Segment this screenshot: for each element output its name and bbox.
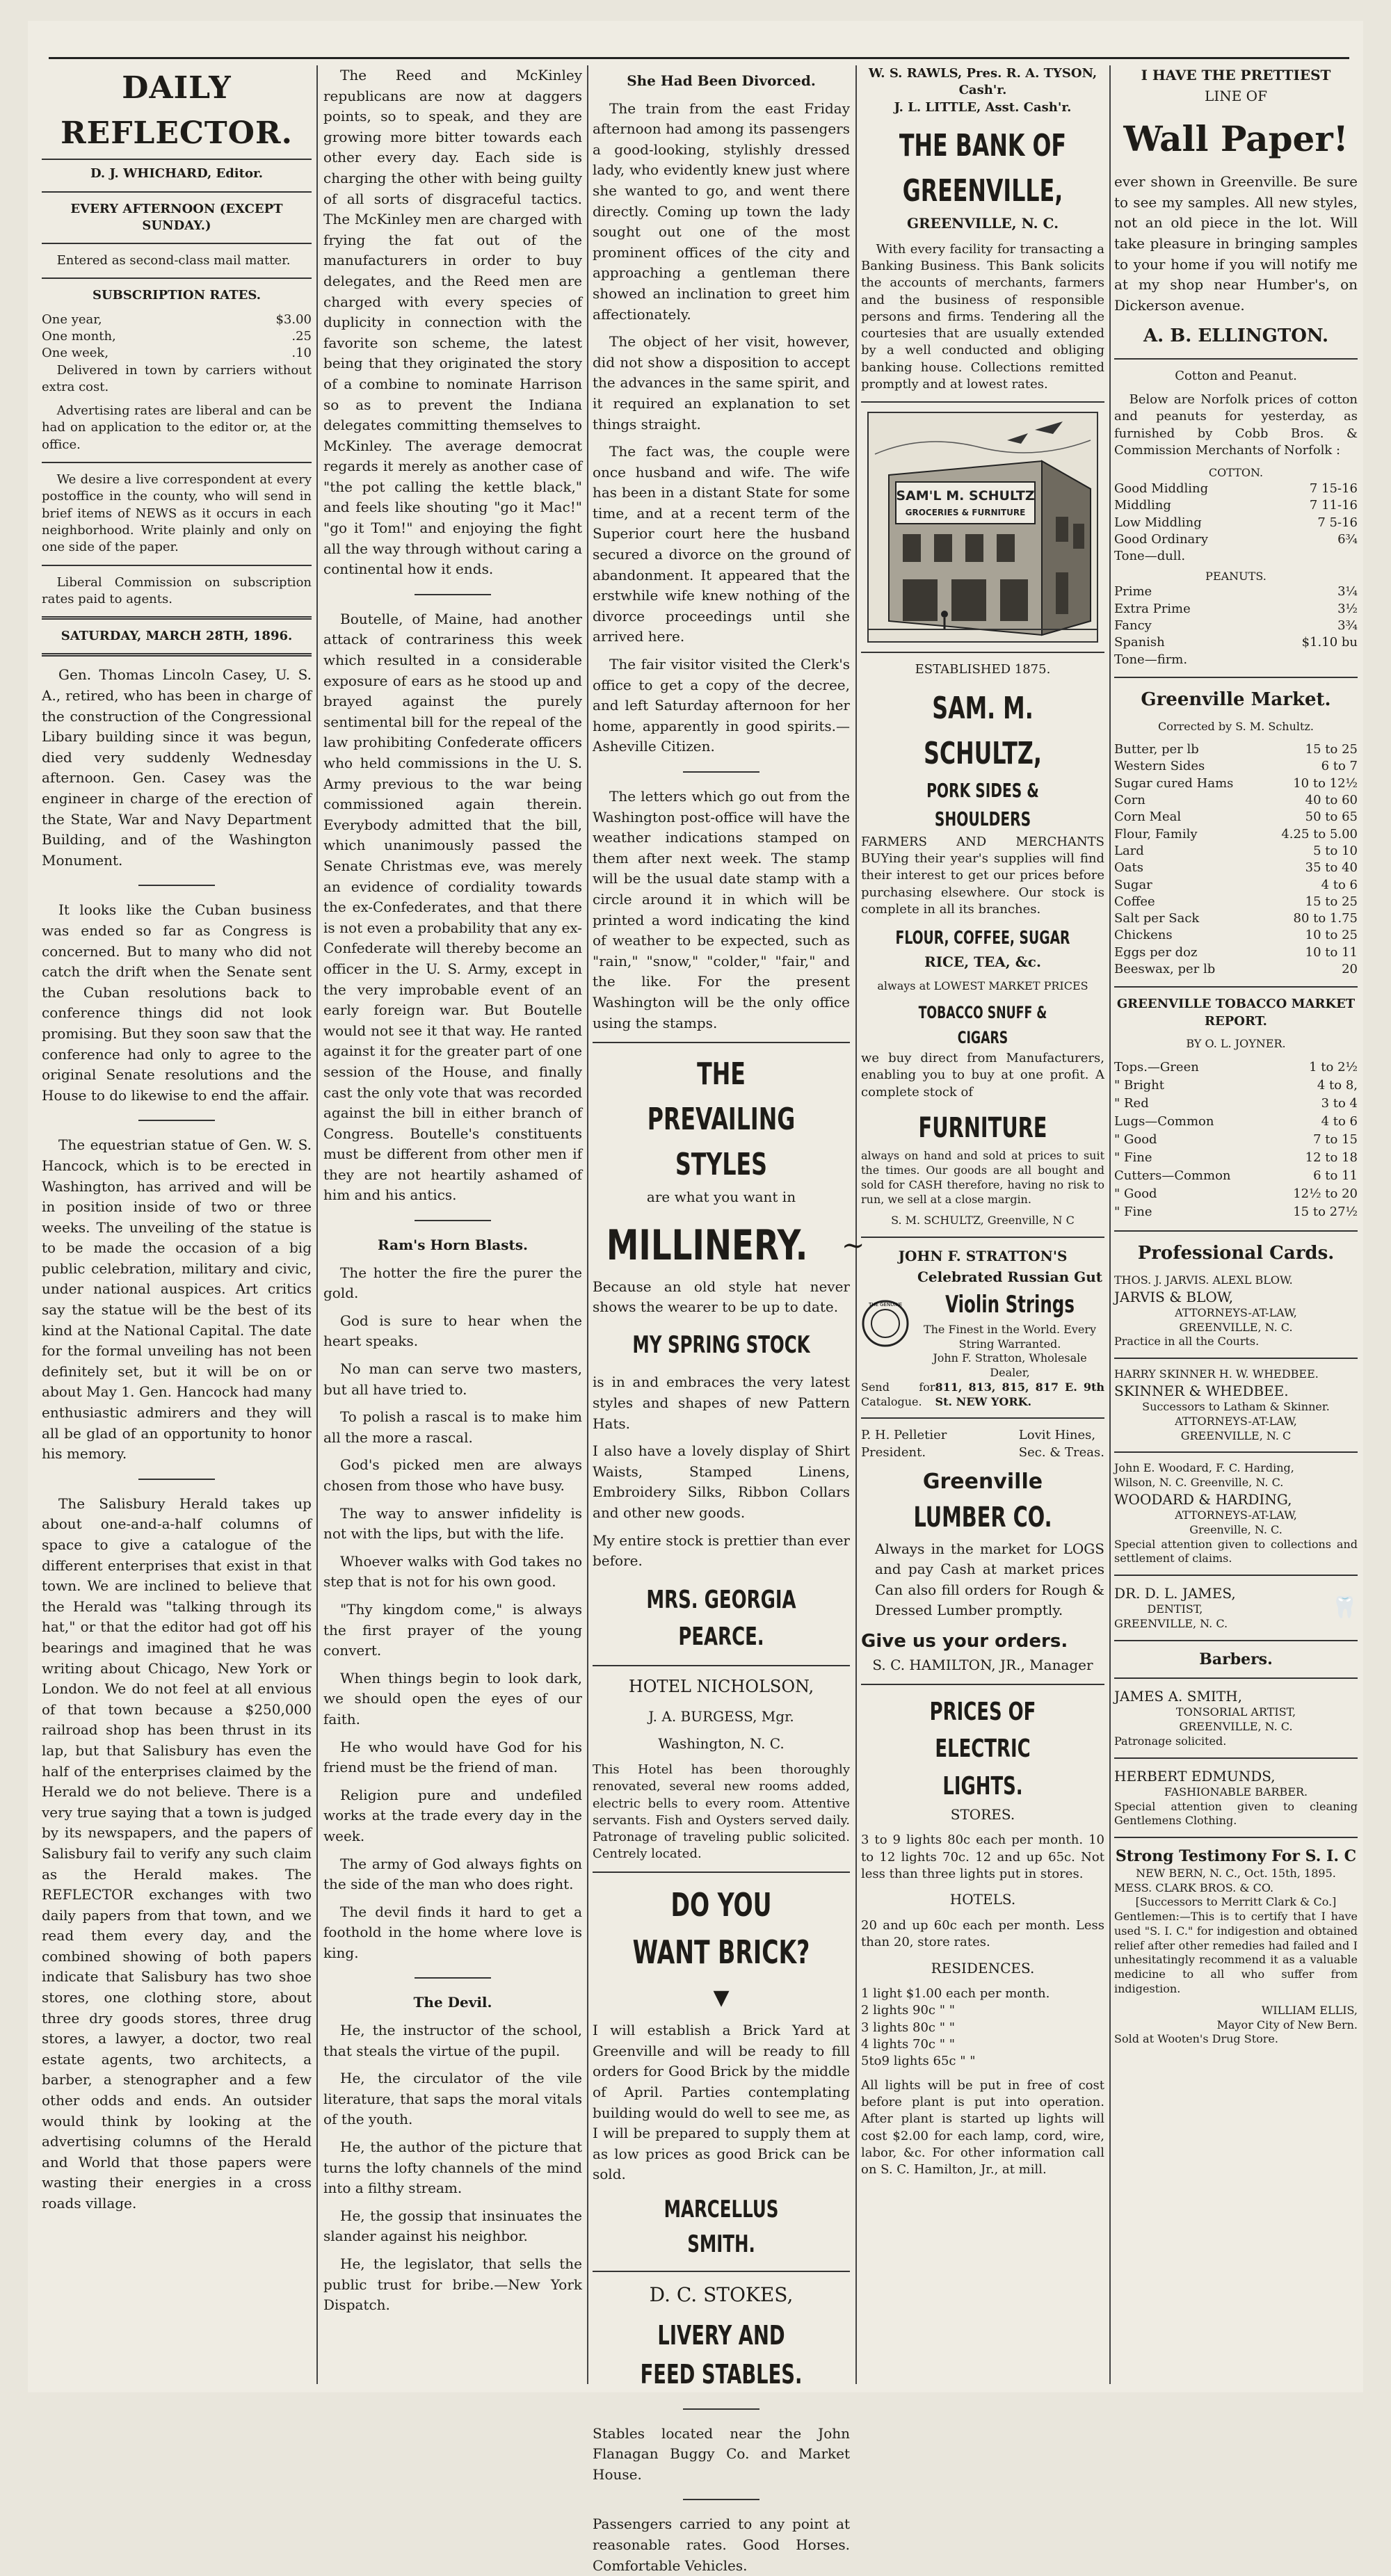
rate-row: One week, .10 — [42, 346, 312, 361]
cotton-heading: Cotton and Peanut. — [1175, 368, 1297, 383]
wallpaper-text: ever shown in Greenville. Be sure to see my samples. All new styles, not an old piece in the lot. Will take pleasure in bringing samples to your home if you will notify me at my shop near Humber's, on Dickerson avenue. — [1114, 173, 1358, 314]
hotels-heading: HOTELS. — [949, 1891, 1016, 1908]
rams-item: No man can serve two masters, but all have tried to. — [323, 1360, 582, 1398]
divider — [42, 462, 312, 463]
president-title: President. — [861, 1444, 926, 1460]
newspaper-page — [28, 21, 1363, 2574]
lumber-greenville: Greenville — [922, 1470, 1043, 1495]
divider — [42, 277, 312, 279]
anvil-icon: ▼ — [713, 1985, 730, 2010]
divider — [861, 1417, 1104, 1419]
divider — [1114, 358, 1358, 360]
divorce-text: The fact was, the couple were once husband and wife. The wife has been in a distant State for some time, and at a recent term of the Superior court here the husband secured a divorce on the ground of abandonment. It appeared that the erstwhile wife knew nothing of the divorce proceedings until she arrived here. — [593, 443, 850, 645]
price-row: Corn Meal 50 to 65 — [1114, 810, 1358, 825]
divider — [415, 594, 491, 595]
passengers-text: Passengers carried to any point at reasonable rates. Good Horses. Comfortable Vehicles. — [593, 2515, 850, 2574]
price-row: Corn 40 to 60 — [1114, 793, 1358, 808]
divider — [138, 1479, 215, 1480]
flourish-icon: ∼ — [841, 1229, 865, 1262]
divorce-text: The object of her visit, however, did not show a disposition to accept the advances in the same spirit, and it required an explanation to set things straight. — [593, 333, 850, 433]
tobacco-row: Cutters—Common 6 to 11 — [1114, 1168, 1358, 1184]
article-hancock: The equestrian statue of Gen. W. S. Hancock, which is to be erected in Washington, has arrived and will be in position inside of two or three weeks. The unveiling of the statue is to be made the occasion of a big public celebration, military and civic, under national auspices. Art critics say the statue will be the best of its kind at the National Capital. The date for the formal unveiling has not been definitely set, but it will be on or about May 1. Gen. Hancock had many enthusiastic admirers and they will all be glad of an opportunity to honor his memory. — [42, 1136, 312, 1463]
rams-item: The way to answer infidelity is not with the lips, but with the life. — [323, 1504, 582, 1543]
tobacco-report-heading: GREENVILLE TOBACCO MARKET REPORT. — [1116, 997, 1356, 1029]
woodard-text: Special attention given to collections and settlement of claims. — [1114, 1537, 1358, 1565]
divider — [1114, 986, 1358, 988]
rams-item: The hotter the fire the purer the gold. — [323, 1264, 582, 1302]
livery-heading: LIVERY AND FEED STABLES. — [640, 2320, 803, 2390]
divider — [42, 243, 312, 244]
rams-item: God is sure to hear when the heart speaks. — [323, 1312, 582, 1350]
address-line: 811, 813, 815, 817 E. 9th St. NEW YORK. — [935, 1380, 1104, 1408]
price-row: Sugar cured Hams 10 to 12½ — [1114, 775, 1358, 791]
divider — [42, 653, 312, 657]
pelletier-name: P. H. Pelletier — [861, 1428, 947, 1443]
liberal-text: Liberal Commission on subscription rates paid to agents. — [42, 574, 312, 606]
store-sign: SAM'L M. SCHULTZ — [896, 488, 1035, 504]
market-heading: Greenville Market. — [1141, 689, 1331, 710]
rate-row: One month, .25 — [42, 329, 312, 344]
sold-at: Sold at Wooten's Drug Store. — [1114, 2032, 1278, 2046]
price-row: Chickens 10 to 25 — [1114, 928, 1358, 943]
prettiest-line: I HAVE THE PRETTIEST — [1141, 67, 1331, 83]
divider — [42, 191, 312, 193]
tobacco-row: Lugs—Common 4 to 6 — [1114, 1113, 1358, 1129]
buy-direct-text: we buy direct from Manufacturers, enabling you to buy at one profit. A complete stock of — [861, 1051, 1104, 1100]
lowest-line: always at LOWEST MARKET PRICES — [877, 979, 1088, 993]
barbers-heading: Barbers. — [1199, 1650, 1273, 1668]
article-casey: Gen. Thomas Lincoln Casey, U. S. A., retired, who has been in charge of the construction of the Congressional Libary building since it was begun, died very suddenly Wednesday afternoon. Gen. Casey was the engineer in charge of the erection of the State, War and Navy Department Building, and of the Washington Monument. — [42, 666, 312, 869]
pork-heading: PORK SIDES & SHOULDERS — [926, 778, 1039, 831]
divider — [415, 1977, 491, 1979]
farmers-text: FARMERS AND MERCHANTS BUYing their year's supplies will find their interest to get our prices before purchasing elsewhere. Our stock is complete in all its branches. — [861, 834, 1104, 917]
devil-item: He, the instructor of the school, that steals the virtue of the pupil. — [323, 2022, 582, 2059]
tobacco-row: " Bright 4 to 8, — [1114, 1077, 1358, 1093]
professional-cards — [1114, 1273, 1358, 2047]
divider — [593, 1042, 850, 1043]
price-row: Lard 5 to 10 — [1114, 843, 1358, 858]
divider — [683, 771, 759, 773]
hines-name: Lovit Hines, — [1018, 1428, 1096, 1443]
correspondent-text: We desire a live correspondent at every postoffice in the county, who will send in brief items of NEWS as it occurs in each neighborhood. Write plainly and only on one side of the paper. — [42, 472, 312, 555]
established-line: ESTABLISHED 1875. — [915, 662, 1051, 677]
divider — [861, 1237, 1104, 1238]
tobacco-report-by: BY O. L. JOYNER. — [1186, 1036, 1286, 1050]
devil-item: He, the author of the picture that turns the lofty channels of the mind into a filthy stream. — [323, 2139, 582, 2197]
residences-text: All lights will be put in free of cost before plant is put into operation. After plant is started up lights will cost $2.00 for each lamp, cord, wire, labor, &c. For other information call on S. C. Hamilton, Jr., at mill. — [861, 2077, 1104, 2177]
article-cuban: It looks like the Cuban business was ended so far as Congress is concerned. But to many who did not catch the drift when the Senate sent the Cuban resolutions back to conference things did not look promising. But they soon saw that the conference had only to agree to the original Senate resolutions and the House to do likewise to end the affair. — [42, 901, 312, 1104]
price-row: Prime 3¼ — [1114, 584, 1358, 599]
lineof-line: LINE OF — [1205, 87, 1267, 104]
stores-text: 3 to 9 lights 80c each per month. 10 to 12 lights 70c. 12 and up 65c. Not less than three lights put in stores. — [861, 1833, 1104, 1882]
skinner-loc: GREENVILLE, N. C — [1180, 1428, 1292, 1442]
price-row: Eggs per doz 10 to 11 — [1114, 944, 1358, 960]
rams-item: "Thy kingdom come," is always the first prayer of the young convert. — [323, 1600, 582, 1659]
testimony-successors: [Successors to Merritt Clark & Co.] — [1135, 1895, 1337, 1909]
stratton-dealer: John F. Stratton, Wholesale Dealer, — [933, 1351, 1087, 1380]
testimony-heading: Strong Testimony For S. I. C — [1115, 1847, 1357, 1866]
ellington-name: A. B. ELLINGTON. — [1143, 325, 1329, 347]
divider — [1114, 1677, 1358, 1679]
divider — [1114, 1757, 1358, 1759]
rice-line: RICE, TEA, &c. — [924, 953, 1041, 970]
price-row: Good Middling 7 15-16 — [1114, 481, 1358, 497]
residences-heading: RESIDENCES. — [931, 1959, 1035, 1977]
schedule-line: EVERY AFTERNOON (EXCEPT SUNDAY.) — [70, 201, 283, 233]
jarvis-att: ATTORNEYS-AT-LAW, — [1175, 1305, 1297, 1319]
brick-text: I will establish a Brick Yard at Greenville and will be ready to fill orders for Good Brick by the middle of April. Parties contemplating building would do well to see me, as I will be prepared to supply them at as low prices as good Brick can be sold. — [593, 2022, 850, 2183]
entire-text: My entire stock is prettier than ever before. — [593, 1531, 850, 1570]
divider — [1114, 1451, 1358, 1453]
old-style-text: Because an old style hat never shows the wearer to be up to date. — [593, 1278, 850, 1316]
smith-loc: GREENVILLE, N. C. — [1179, 1720, 1293, 1734]
spring-stock-heading: MY SPRING STOCK — [632, 1331, 810, 1360]
pearce-name: MRS. GEORGIA PEARCE. — [646, 1585, 796, 1651]
price-row: Coffee 15 to 25 — [1114, 894, 1358, 909]
james-title: DENTIST, — [1147, 1602, 1203, 1616]
prevailing-styles-heading: THE PREVAILING STYLES — [647, 1056, 796, 1183]
woodard-locs: Wilson, N. C. Greenville, N. C. — [1114, 1476, 1284, 1490]
furniture-signature: S. M. SCHULTZ, Greenville, N C — [891, 1214, 1075, 1227]
column-3 — [593, 65, 865, 2574]
skinner-succ: Successors to Latham & Skinner. — [1142, 1399, 1330, 1413]
finest-line: The Finest in the World. Every String Warranted. — [923, 1322, 1097, 1351]
divider — [42, 565, 312, 566]
divorce-text: The fair visitor visited the Clerk's office to get a copy of the decree, and left Saturday afternoon for her home, apparently in good spirits.—Asheville Citizen. — [593, 656, 850, 755]
stratton-address-row — [861, 1380, 1104, 1410]
devil-item: He, the circulator of the vile literature, that saps the moral vitals of the youth. — [323, 2070, 582, 2128]
send-line: Send for Catalogue. — [861, 1380, 935, 1408]
dental-chair-icon: 🦷 — [1331, 1595, 1358, 1620]
millinery-heading: MILLINERY. — [606, 1221, 808, 1271]
devil-heading: The Devil. — [413, 1994, 492, 2011]
divider — [42, 616, 312, 620]
smith-patronage: Patronage solicited. — [1114, 1734, 1227, 1748]
market-sub: Corrected by S. M. Schultz. — [1158, 720, 1314, 734]
display-text: I also have a lovely display of Shirt Waists, Stamped Linens, Embroidery Silks, Ribbon Collars and other new goods. — [593, 1442, 850, 1521]
lumber-officers — [861, 1427, 1104, 1461]
price-row: Low Middling 7 5-16 — [1114, 515, 1358, 530]
divider — [138, 1120, 215, 1121]
hotel-location: Washington, N. C. — [658, 1735, 785, 1753]
rams-horn-heading: Ram's Horn Blasts. — [377, 1237, 528, 1254]
woodard-firm: WOODARD & HARDING, — [1114, 1490, 1292, 1508]
article-salisbury: The Salisbury Herald takes up about one-and-a-half columns of space to give a catalogue of the different enterprises that exist in that town. We are inclined to believe that the Herald was "talking through its hat," or that the editor had got off his bearings and imagined that he was writing about Chicago, New York or London. We do not feel at all envious of that town because a $250,000 railroad shop has been thrust in its lap, but that Salisbury has even the half of the enterprises claimed by the Herald we do not believe. There is a very true saying that a town is judged by its newspapers, and the papers of Salisbury fail to verify any such claim as the Herald makes. The REFLECTOR exchanges with two daily papers from that town, and we read them every day, and the combined showing of both papers indicate that Salisbury has two shoe stores, one clothing store, about three dry goods stores, three drug stores, a lawyer, a doctor, two real estate agents, two architects, a barber, a stenographer and a few other odds and ends. An outsider would think by looking at the advertising columns of the Herald and World that those papers were wasting their energies in a cross roads village. — [42, 1495, 312, 2212]
rams-item: To polish a rascal is to make him all the more a rascal. — [323, 1408, 582, 1446]
edmunds-name: HERBERT EDMUNDS, — [1114, 1767, 1276, 1785]
price-row: Extra Prime 3½ — [1114, 601, 1358, 616]
residence-row: 4 lights 70c " " — [861, 2037, 955, 2052]
jarvis-practice: Practice in all the Courts. — [1114, 1335, 1260, 1349]
advertising-text: Advertising rates are liberal and can be had on application to the editor or, at the office. — [42, 403, 312, 452]
hotel-manager: J. A. BURGESS, Mgr. — [648, 1707, 794, 1725]
testimony-signer: WILLIAM ELLIS, — [1261, 2003, 1358, 2017]
hotel-name: HOTEL NICHOLSON, — [628, 1677, 814, 1697]
price-row: Sugar 4 to 6 — [1114, 877, 1358, 892]
peanuts-sub: PEANUTS. — [1205, 569, 1267, 583]
woodard-att: ATTORNEYS-AT-LAW, — [1175, 1508, 1297, 1522]
divider — [861, 652, 1104, 653]
delivered-text: Delivered in town by carriers without extra cost. — [42, 362, 312, 394]
hamilton-manager: S. C. HAMILTON, JR., Manager — [872, 1656, 1093, 1673]
store-building-illustration — [868, 412, 1097, 642]
divider — [593, 1871, 850, 1873]
tobacco-row: " Fine 12 to 18 — [1114, 1150, 1358, 1166]
price-row: Oats 35 to 40 — [1114, 860, 1358, 876]
brick-heading: DO YOU WANT BRICK? — [632, 1885, 810, 1971]
cotton-sub: COTTON. — [1208, 466, 1264, 480]
seal-icon — [861, 1299, 910, 1348]
divider — [1114, 1575, 1358, 1576]
edmunds-title: FASHIONABLE BARBER. — [1164, 1785, 1308, 1798]
divider — [683, 2408, 759, 2410]
testimony-text: Gentlemen:—This is to certify that I have used "S. I. C." for indigestion and obtained relief after other remedies had failed and I unhesitatingly recommend it as a valuable medicine to all who suffer from indigestion. — [1114, 1910, 1358, 1996]
residence-row: 3 lights 80c " " — [861, 2020, 955, 2035]
rams-item: God's picked men are always chosen from those who have busy. — [323, 1456, 582, 1494]
brick-name: MARCELLUS SMITH. — [664, 2196, 779, 2259]
spring-stock-text: is in and embraces the very latest styles and shapes of new Pattern Hats. — [593, 1374, 850, 1432]
column-2 — [323, 65, 582, 2384]
smith-title: TONSORIAL ARTIST, — [1175, 1705, 1296, 1719]
want-line: are what you want in — [646, 1189, 796, 1206]
seal-text: THE GENUINE — [868, 1302, 903, 1308]
divider — [1114, 677, 1358, 678]
rams-item: The devil finds it hard to get a foothold in the home where love is king. — [323, 1903, 582, 1961]
tobacco-row: " Red 3 to 4 — [1114, 1095, 1358, 1111]
column-4 — [861, 65, 1104, 2384]
rams-item: He who would have God for his friend must be the friend of man. — [323, 1738, 582, 1776]
james-row — [1114, 1584, 1358, 1632]
wallpaper-heading: Wall Paper! — [1123, 118, 1349, 160]
divider — [1114, 1640, 1358, 1641]
jarvis-firm: JARVIS & BLOW, — [1114, 1288, 1234, 1305]
residence-row: 2 lights 90c " " — [861, 2003, 955, 2018]
bank-officers: W. S. RAWLS, Pres. R. A. TYSON, Cash'r. — [868, 66, 1097, 98]
divider — [1114, 1837, 1358, 1838]
column-rule — [316, 65, 318, 2384]
price-row: Middling 7 11-16 — [1114, 498, 1358, 513]
stratton-name: JOHN F. STRATTON'S — [898, 1248, 1068, 1265]
electric-heading: PRICES OF ELECTRIC LIGHTS. — [929, 1698, 1036, 1801]
divorce-text: The train from the east Friday afternoon had among its passengers a good-looking, stylishly dressed lady, who evidently knew just where she wanted to go, and went there directly. Coming up town the lady sought out one of the most prominent offices of the city and approaching a gentleman there showed an inclination to greet him affectionately. — [593, 99, 850, 323]
bank-text: With every facility for transacting a Banking Business. This Bank solicits the accounts of merchants, farmers and the business of responsible persons and firms. Tendering all the courtesies that are usually extended by a well conducted and obliging banking house. Collections remitted promptly and at lowest rates. — [861, 241, 1104, 392]
professional-heading: Professional Cards. — [1137, 1242, 1335, 1264]
subscription-title: SUBSCRIPTION RATES. — [92, 288, 262, 303]
skinner-names: HARRY SKINNER H. W. WHEDBEE. — [1114, 1367, 1319, 1381]
celebrated-line: Celebrated Russian Gut — [917, 1268, 1102, 1285]
price-row: Tone—firm. — [1114, 652, 1188, 667]
testimony-date: NEW BERN, N. C., Oct. 15th, 1895. — [1136, 1866, 1336, 1880]
stratton-row — [861, 1267, 1104, 1380]
divider — [861, 401, 1104, 403]
bank-location: GREENVILLE, N. C. — [906, 215, 1059, 232]
tobacco-row: " Good 7 to 15 — [1114, 1132, 1358, 1148]
rams-item: When things begin to look dark, we should open the eyes of our faith. — [323, 1669, 582, 1728]
tobacco-row: Tops.—Green 1 to 2½ — [1114, 1059, 1358, 1074]
divider — [415, 1220, 491, 1221]
furniture-heading: FURNITURE — [918, 1112, 1047, 1145]
price-row: Good Ordinary 6¾ — [1114, 531, 1358, 547]
article-boutelle: Boutelle, of Maine, had another attack of contrariness this week which resulted in a considerable exposure of ears as he stood up and brayed against the purely sentimental bill for the repeal of the law prohibiting Confederate officers who held commissions in the U. S. Army previous to the war being commissioned again therein. Everybody admitted that the bill, which unanimously passed the Senate Christmas eve, was merely an evidence of cordiality towards the ex-Confederates, and that there is not even a probability that any ex-Confederate will thereby become an officer in the U. S. Army, except in the very improbable event of an early foreign war. But Boutelle would not see it that way. He ranted against it for the greater part of one session of the House, and finally cast the only vote that was recorded against the bill in either branch of Congress. Boutelle's constituents must be different from other men if they are not heartily ashamed of him and his antics. — [323, 610, 582, 1204]
divider — [683, 2499, 759, 2500]
testimony-addressee: MESS. CLARK BROS. & CO. — [1114, 1881, 1274, 1894]
furniture-text: always on hand and sold at prices to suit the times. Our goods are all bought and sold for CASH therefore, having no risk to run, we sell at a close margin. — [861, 1149, 1104, 1206]
divider — [1114, 1230, 1358, 1232]
column-rule — [1109, 65, 1111, 2384]
rams-item: Religion pure and undefiled works at the trade every day in the week. — [323, 1786, 582, 1844]
price-row: Beeswax, per lb 20 — [1114, 961, 1358, 976]
top-rule — [49, 57, 1349, 59]
smith-name: JAMES A. SMITH, — [1114, 1688, 1242, 1705]
rams-item: Whoever walks with God takes no step that is not for his own good. — [323, 1552, 582, 1591]
price-row: Western Sides 6 to 7 — [1114, 759, 1358, 774]
tobacco-heading: TOBACCO SNUFF & CIGARS — [918, 1003, 1047, 1047]
residence-row: 5to9 lights 65c " " — [861, 2054, 976, 2069]
edmunds-text: Special attention given to cleaning Gentlemens Clothing. — [1114, 1799, 1358, 1828]
skinner-att: ATTORNEYS-AT-LAW, — [1175, 1414, 1297, 1428]
hotels-text: 20 and up 60c each per month. Less than 20, store rates. — [861, 1917, 1104, 1950]
editor-line: D. J. WHICHARD, Editor. — [90, 166, 264, 182]
violin-heading: Violin Strings — [945, 1291, 1075, 1319]
bank-officers-2: J. L. LITTLE, Asst. Cash'r. — [894, 99, 1072, 115]
residence-row: 1 light $1.00 each per month. — [861, 1986, 1050, 2002]
column-5 — [1114, 65, 1358, 2384]
divider — [593, 1665, 850, 1666]
divider — [138, 885, 215, 886]
james-name: DR. D. L. JAMES, — [1114, 1585, 1236, 1602]
rate-row: One year, $3.00 — [42, 312, 312, 327]
james-loc: GREENVILLE, N. C. — [1114, 1616, 1228, 1630]
millinery-row — [593, 1215, 865, 1277]
stores-heading: STORES. — [950, 1805, 1015, 1823]
skinner-firm: SKINNER & WHEDBEE. — [1114, 1382, 1289, 1399]
sec-title: Sec. & Treas. — [1018, 1444, 1104, 1460]
lumber-heading: LUMBER CO. — [913, 1502, 1052, 1534]
entered-line: Entered as second-class mail matter. — [56, 253, 291, 268]
price-row: Fancy 3¾ — [1114, 618, 1358, 633]
jarvis-names: THOS. J. JARVIS. ALEXL BLOW. — [1114, 1273, 1293, 1287]
jarvis-loc: GREENVILLE, N. C. — [1179, 1320, 1293, 1334]
column-1 — [42, 65, 312, 2384]
tobacco-row: " Good 12½ to 20 — [1114, 1186, 1358, 1202]
letters-text: The letters which go out from the Washington post-office will have the weather indications stamped on them after next week. The stamp will be the usual date stamp with a circle around it in which will be printed a word indicating the kind of weather to be expected, such as "rain," "snow," "colder," "fair," and the like. For the present Washington will be the only office using the stamps. — [593, 788, 850, 1031]
cotton-intro: Below are Norfolk prices of cotton and peanuts for yesterday, as furnished by Cobb Bros. & Commission Merchants of Norfolk : — [1114, 392, 1358, 458]
store-sign-2: GROCERIES & FURNITURE — [905, 508, 1026, 518]
devil-item: He, the gossip that insinuates the slander against his neighbor. — [323, 2207, 582, 2245]
masthead: DAILY REFLECTOR. — [42, 65, 312, 160]
rams-item: The army of God always fights on the side of the man who does right. — [323, 1855, 582, 1893]
divorce-heading: She Had Been Divorced. — [627, 72, 816, 89]
lumber-text: Always in the market for LOGS and pay Cash at market prices Can also fill orders for Rough & Dressed Lumber promptly. — [875, 1540, 1104, 1619]
woodard-loc: Greenville, N. C. — [1189, 1522, 1283, 1536]
price-row: Salt per Sack 80 to 1.75 — [1114, 911, 1358, 926]
article-reed-mckinley: The Reed and McKinley republicans are now at daggers points, so to speak, and they are growing more bitter towards each other every day. Each side is charging the other with being guilty of all sorts of disgraceful tactics. The McKinley men are charged with frying the fat out of the manufacturers in order to buy delegates, and the Reed men are charged with every species of duplicity in connection with the favorite son scheme, the latest being that they originated the story of a combine to nominate Harrison so as to prevent the Indiana delegates committing themselves to McKinley. The average democrat regards it merely as another case of "the pot calling the kettle black," and feels like shouting "go it Mac!" "go it Tom!" and enjoying the fight all the way through without caring a continental how it ends. — [323, 67, 582, 578]
divider — [593, 2271, 850, 2272]
column-rule — [587, 65, 588, 2384]
devil-item: He, the legislator, that sells the public trust for bribe.—New York Dispatch. — [323, 2255, 582, 2314]
tobacco-row: " Fine 15 to 27½ — [1114, 1205, 1358, 1220]
price-row: Flour, Family 4.25 to 5.00 — [1114, 826, 1358, 842]
give-orders: Give us your orders. — [861, 1631, 1068, 1652]
price-row: Spanish $1.10 bu — [1114, 635, 1358, 650]
divider — [861, 1684, 1104, 1685]
price-row: Butter, per lb 15 to 25 — [1114, 742, 1358, 757]
hotel-text: This Hotel has been thoroughly renovated, several new rooms added, electric bells to every room. Attentive servants. Fish and Oysters served daily. Patronage of traveling public solicited. Centrely located. — [593, 1762, 850, 1862]
schultz-heading: SAM. M. SCHULTZ, — [924, 690, 1042, 771]
price-row: Tone—dull. — [1114, 549, 1186, 564]
issue-date: SATURDAY, MARCH 28TH, 1896. — [61, 629, 293, 644]
flour-heading: FLOUR, COFFEE, SUGAR — [895, 928, 1070, 949]
stokes-name: D. C. STOKES, — [649, 2283, 794, 2306]
woodard-names: John E. Woodard, F. C. Harding, — [1114, 1461, 1294, 1475]
stables-text: Stables located near the John Flanagan Buggy Co. and Market House. — [593, 2424, 850, 2483]
bank-heading: THE BANK OF GREENVILLE, — [899, 127, 1067, 209]
testimony-title: Mayor City of New Bern. — [1216, 2018, 1358, 2031]
divider — [1114, 1358, 1358, 1359]
